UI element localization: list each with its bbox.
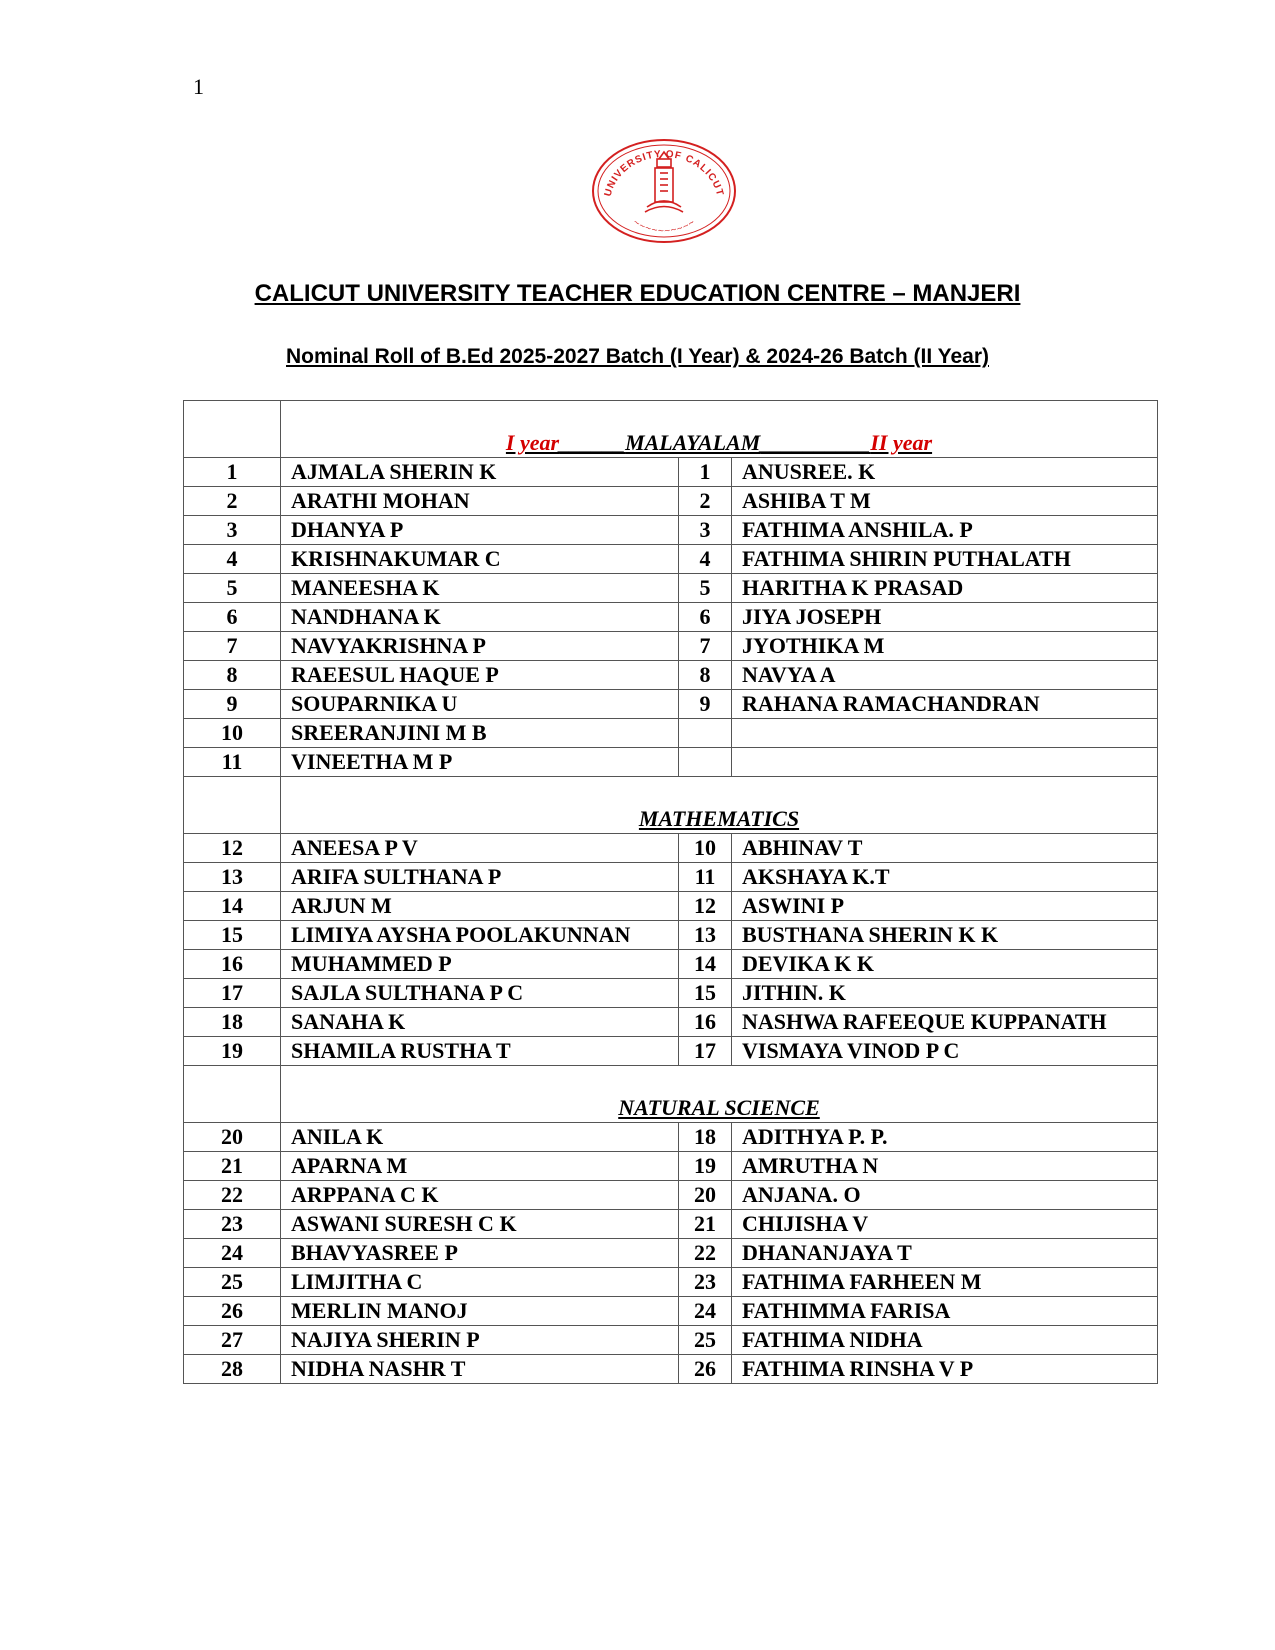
second-year-student-name: ANJANA. O <box>732 1181 1158 1210</box>
second-year-label: II year <box>870 430 933 455</box>
first-year-student-name: RAEESUL HAQUE P <box>281 661 679 690</box>
first-year-serial: 23 <box>184 1210 281 1239</box>
table-row <box>184 545 1158 574</box>
first-year-serial: 6 <box>184 603 281 632</box>
section-header-row <box>184 1066 1158 1123</box>
second-year-student-name <box>732 748 1158 777</box>
second-year-student-name: JITHIN. K <box>732 979 1158 1008</box>
first-year-student-name: ANILA K <box>281 1123 679 1152</box>
university-seal-logo <box>589 137 739 245</box>
first-year-student-name: ARATHI MOHAN <box>281 487 679 516</box>
table-row <box>184 1268 1158 1297</box>
first-year-serial: 1 <box>184 458 281 487</box>
second-year-serial: 20 <box>679 1181 732 1210</box>
second-year-student-name: RAHANA RAMACHANDRAN <box>732 690 1158 719</box>
first-year-serial: 8 <box>184 661 281 690</box>
table-row <box>184 1008 1158 1037</box>
table-row <box>184 979 1158 1008</box>
first-year-student-name: ARJUN M <box>281 892 679 921</box>
first-year-student-name: SOUPARNIKA U <box>281 690 679 719</box>
table-row <box>184 603 1158 632</box>
first-year-serial: 14 <box>184 892 281 921</box>
second-year-serial: 4 <box>679 545 732 574</box>
second-year-serial <box>679 719 732 748</box>
second-year-serial: 12 <box>679 892 732 921</box>
second-year-serial: 14 <box>679 950 732 979</box>
second-year-serial: 24 <box>679 1297 732 1326</box>
second-year-student-name: FATHIMA RINSHA V P <box>732 1355 1158 1384</box>
first-year-serial: 27 <box>184 1326 281 1355</box>
second-year-student-name: VISMAYA VINOD P C <box>732 1037 1158 1066</box>
second-year-serial: 6 <box>679 603 732 632</box>
first-year-serial: 16 <box>184 950 281 979</box>
section-title <box>281 777 1158 834</box>
second-year-serial: 19 <box>679 1152 732 1181</box>
second-year-student-name: HARITHA K PRASAD <box>732 574 1158 603</box>
table-row <box>184 632 1158 661</box>
first-year-serial: 11 <box>184 748 281 777</box>
first-year-serial: 20 <box>184 1123 281 1152</box>
first-year-student-name: ASWANI SURESH C K <box>281 1210 679 1239</box>
svg-text:~~~~~~~~~~: ~~~~~~~~~~ <box>631 217 697 236</box>
first-year-student-name: MUHAMMED P <box>281 950 679 979</box>
second-year-serial: 8 <box>679 661 732 690</box>
table-row <box>184 892 1158 921</box>
first-year-serial: 22 <box>184 1181 281 1210</box>
table-row <box>184 1181 1158 1210</box>
second-year-serial: 25 <box>679 1326 732 1355</box>
second-year-serial: 22 <box>679 1239 732 1268</box>
second-year-student-name: NAVYA A <box>732 661 1158 690</box>
first-year-student-name: SHAMILA RUSTHA T <box>281 1037 679 1066</box>
table-row <box>184 487 1158 516</box>
second-year-student-name: ANUSREE. K <box>732 458 1158 487</box>
table-row <box>184 834 1158 863</box>
table-row <box>184 1326 1158 1355</box>
first-year-serial: 13 <box>184 863 281 892</box>
second-year-serial: 11 <box>679 863 732 892</box>
section-title <box>281 1066 1158 1123</box>
second-year-student-name: DEVIKA K K <box>732 950 1158 979</box>
table-row <box>184 661 1158 690</box>
second-year-serial: 1 <box>679 458 732 487</box>
table-row <box>184 1297 1158 1326</box>
first-year-serial: 7 <box>184 632 281 661</box>
second-year-student-name: FATHIMA SHIRIN PUTHALATH <box>732 545 1158 574</box>
second-year-student-name: ASWINI P <box>732 892 1158 921</box>
second-year-student-name: FATHIMA NIDHA <box>732 1326 1158 1355</box>
first-year-student-name: AJMALA SHERIN K <box>281 458 679 487</box>
table-row <box>184 516 1158 545</box>
second-year-student-name: FATHIMMA FARISA <box>732 1297 1158 1326</box>
second-year-serial: 2 <box>679 487 732 516</box>
nominal-roll-table <box>183 400 1158 1384</box>
first-year-student-name: NIDHA NASHR T <box>281 1355 679 1384</box>
first-year-student-name: NAVYAKRISHNA P <box>281 632 679 661</box>
table-row <box>184 1355 1158 1384</box>
second-year-student-name <box>732 719 1158 748</box>
first-year-student-name: VINEETHA M P <box>281 748 679 777</box>
table-row <box>184 574 1158 603</box>
second-year-serial: 18 <box>679 1123 732 1152</box>
first-year-student-name: LIMIYA AYSHA POOLAKUNNAN <box>281 921 679 950</box>
second-year-student-name: FATHIMA FARHEEN M <box>732 1268 1158 1297</box>
first-year-serial: 10 <box>184 719 281 748</box>
first-year-serial: 17 <box>184 979 281 1008</box>
header-gap: __________ <box>760 430 871 455</box>
first-year-serial: 5 <box>184 574 281 603</box>
first-year-label: I year <box>505 430 560 455</box>
first-year-serial: 3 <box>184 516 281 545</box>
second-year-serial: 5 <box>679 574 732 603</box>
first-year-serial: 25 <box>184 1268 281 1297</box>
second-year-student-name: ASHIBA T M <box>732 487 1158 516</box>
first-year-student-name: MERLIN MANOJ <box>281 1297 679 1326</box>
table-row <box>184 1239 1158 1268</box>
document-title: CALICUT UNIVERSITY TEACHER EDUCATION CENTRE – MANJERI <box>254 280 1021 307</box>
second-year-student-name: AKSHAYA K.T <box>732 863 1158 892</box>
second-year-serial: 17 <box>679 1037 732 1066</box>
second-year-student-name: AMRUTHA N <box>732 1152 1158 1181</box>
first-year-student-name: SANAHA K <box>281 1008 679 1037</box>
section-header-row <box>184 401 1158 458</box>
second-year-student-name: JYOTHIKA M <box>732 632 1158 661</box>
section-title <box>281 401 1158 458</box>
second-year-serial: 15 <box>679 979 732 1008</box>
section-header-blank <box>184 777 281 834</box>
table-row <box>184 921 1158 950</box>
second-year-student-name: BUSTHANA SHERIN K K <box>732 921 1158 950</box>
table-row <box>184 1210 1158 1239</box>
table-row <box>184 719 1158 748</box>
section-name: MALAYALAM <box>625 430 761 455</box>
document-subtitle: Nominal Roll of B.Ed 2025-2027 Batch (I Year) & 2024-26 Batch (II Year) <box>286 345 989 368</box>
table-row <box>184 458 1158 487</box>
first-year-serial: 24 <box>184 1239 281 1268</box>
first-year-student-name: ARPPANA C K <box>281 1181 679 1210</box>
first-year-student-name: SREERANJINI M B <box>281 719 679 748</box>
first-year-serial: 21 <box>184 1152 281 1181</box>
second-year-serial: 9 <box>679 690 732 719</box>
second-year-student-name: CHIJISHA V <box>732 1210 1158 1239</box>
second-year-serial: 13 <box>679 921 732 950</box>
first-year-student-name: ARIFA SULTHANA P <box>281 863 679 892</box>
second-year-serial: 16 <box>679 1008 732 1037</box>
second-year-serial: 23 <box>679 1268 732 1297</box>
first-year-serial: 15 <box>184 921 281 950</box>
first-year-student-name: LIMJITHA C <box>281 1268 679 1297</box>
first-year-serial: 2 <box>184 487 281 516</box>
table-row <box>184 1123 1158 1152</box>
svg-text:UNIVERSITY OF CALICUT: UNIVERSITY OF CALICUT <box>602 148 726 198</box>
second-year-serial: 26 <box>679 1355 732 1384</box>
table-row <box>184 1037 1158 1066</box>
first-year-serial: 12 <box>184 834 281 863</box>
table-row <box>184 1152 1158 1181</box>
second-year-student-name: ADITHYA P. P. <box>732 1123 1158 1152</box>
table-row <box>184 950 1158 979</box>
second-year-serial: 3 <box>679 516 732 545</box>
second-year-student-name: FATHIMA ANSHILA. P <box>732 516 1158 545</box>
second-year-serial: 10 <box>679 834 732 863</box>
first-year-serial: 19 <box>184 1037 281 1066</box>
page-number: 1 <box>193 74 204 99</box>
first-year-student-name: MANEESHA K <box>281 574 679 603</box>
first-year-student-name: DHANYA P <box>281 516 679 545</box>
table-row <box>184 863 1158 892</box>
section-header-blank <box>184 1066 281 1123</box>
first-year-student-name: BHAVYASREE P <box>281 1239 679 1268</box>
first-year-serial: 28 <box>184 1355 281 1384</box>
second-year-student-name: DHANANJAYA T <box>732 1239 1158 1268</box>
second-year-student-name: NASHWA RAFEEQUE KUPPANATH <box>732 1008 1158 1037</box>
first-year-student-name: ANEESA P V <box>281 834 679 863</box>
section-header-row <box>184 777 1158 834</box>
first-year-student-name: NANDHANA K <box>281 603 679 632</box>
header-gap: ______ <box>559 430 626 455</box>
first-year-serial: 26 <box>184 1297 281 1326</box>
first-year-student-name: SAJLA SULTHANA P C <box>281 979 679 1008</box>
first-year-serial: 18 <box>184 1008 281 1037</box>
section-header-blank <box>184 401 281 458</box>
first-year-student-name: NAJIYA SHERIN P <box>281 1326 679 1355</box>
second-year-serial: 7 <box>679 632 732 661</box>
first-year-serial: 9 <box>184 690 281 719</box>
section-name: NATURAL SCIENCE <box>618 1095 820 1120</box>
second-year-serial <box>679 748 732 777</box>
second-year-student-name: JIYA JOSEPH <box>732 603 1158 632</box>
second-year-serial: 21 <box>679 1210 732 1239</box>
second-year-student-name: ABHINAV T <box>732 834 1158 863</box>
section-name: MATHEMATICS <box>638 806 800 831</box>
first-year-serial: 4 <box>184 545 281 574</box>
table-row <box>184 690 1158 719</box>
table-row <box>184 748 1158 777</box>
first-year-student-name: APARNA M <box>281 1152 679 1181</box>
first-year-student-name: KRISHNAKUMAR C <box>281 545 679 574</box>
